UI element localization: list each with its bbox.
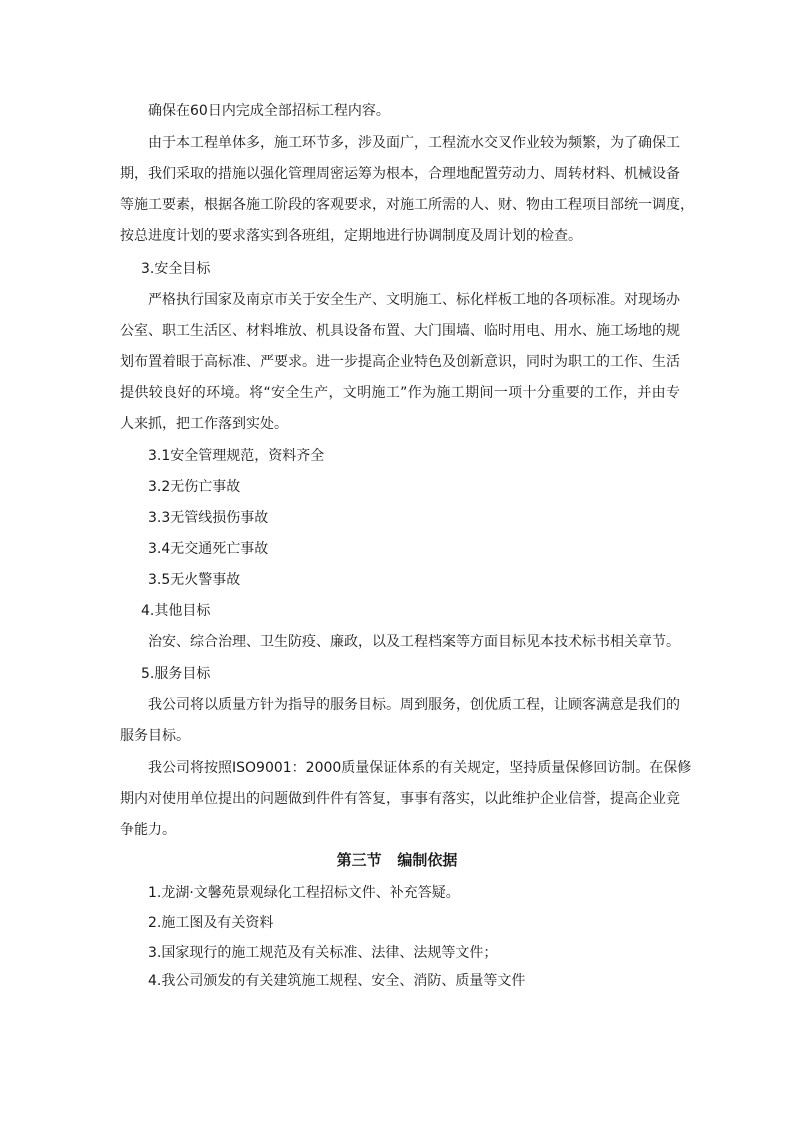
paragraph-line: 提供较良好的环境。将“安全生产，文明施工”作为施工期间一项十分重要的工作，并由专 xyxy=(120,385,680,401)
paragraph-line: 按总进度计划的要求落实到各班组，定期地进行协调制度及周计划的检查。 xyxy=(120,228,582,244)
paragraph-line: 治安、综合治理、卫生防疫、廉政，以及工程档案等方面目标见本技术标书相关章节。 xyxy=(148,634,680,650)
paragraph-line: 严格执行国家及南京市关于安全生产、文明施工、标化样板工地的各项标准。对现场办 xyxy=(148,292,680,308)
paragraph-line: 争能力。 xyxy=(120,822,176,838)
list-item: 3.3无管线损伤事故 xyxy=(148,510,269,526)
paragraph-line: 服务目标。 xyxy=(120,728,190,744)
basis-item: 2.施工图及有关资料 xyxy=(148,915,274,931)
section-heading: 第三节 编制依据 xyxy=(336,851,458,869)
list-item: 3.1安全管理规范，资料齐全 xyxy=(148,448,325,464)
basis-item: 3.国家现行的施工规范及有关标准、法律、法规等文件； xyxy=(148,945,498,961)
paragraph-line: 划布置着眼于高标准、严要求。进一步提高企业特色及创新意识，同时为职工的工作、生活 xyxy=(120,354,680,370)
paragraph-line: 期，我们采取的措施以强化管理周密运筹为根本，合理地配置劳动力、周转材料、机械设备 xyxy=(120,166,680,182)
section-title-service: 5.服务目标 xyxy=(141,666,211,682)
paragraph-line: 人来抓，把工作落到实处。 xyxy=(120,416,288,432)
list-item: 3.2无伤亡事故 xyxy=(148,479,241,495)
basis-item: 4.我公司颁发的有关建筑施工规程、安全、消防、质量等文件 xyxy=(148,973,526,989)
paragraph-line: 公室、职工生活区、材料堆放、机具设备布置、大门围墙、临时用电、用水、施工场地的规 xyxy=(120,323,680,339)
paragraph-line: 等施工要素，根据各施工阶段的客观要求，对施工所需的人、财、物由工程项目部统一调度， xyxy=(120,197,694,213)
section-title-safety: 3.安全目标 xyxy=(141,261,211,277)
list-item: 3.5无火警事故 xyxy=(148,572,241,588)
paragraph-line: 我公司将以质量方针为指导的服务目标。周到服务，创优质工程，让顾客满意是我们的 xyxy=(148,697,680,713)
basis-item: 1.龙湖·文馨苑景观绿化工程招标文件、补充答疑。 xyxy=(148,885,460,901)
paragraph-line: 确保在60日内完成全部招标工程内容。 xyxy=(148,103,390,119)
paragraph-line: 期内对使用单位提出的问题做到件件有答复，事事有落实，以此维护企业信誉，提高企业竞 xyxy=(120,791,680,807)
list-item: 3.4无交通死亡事故 xyxy=(148,541,269,557)
section-title-other: 4.其他目标 xyxy=(141,603,211,619)
paragraph-line: 我公司将按照ISO9001：2000质量保证体系的有关规定，坚持质量保修回访制。在保修 xyxy=(148,760,692,776)
paragraph-line: 由于本工程单体多，施工环节多，涉及面广，工程流水交叉作业较为频繁，为了确保工 xyxy=(148,135,680,151)
